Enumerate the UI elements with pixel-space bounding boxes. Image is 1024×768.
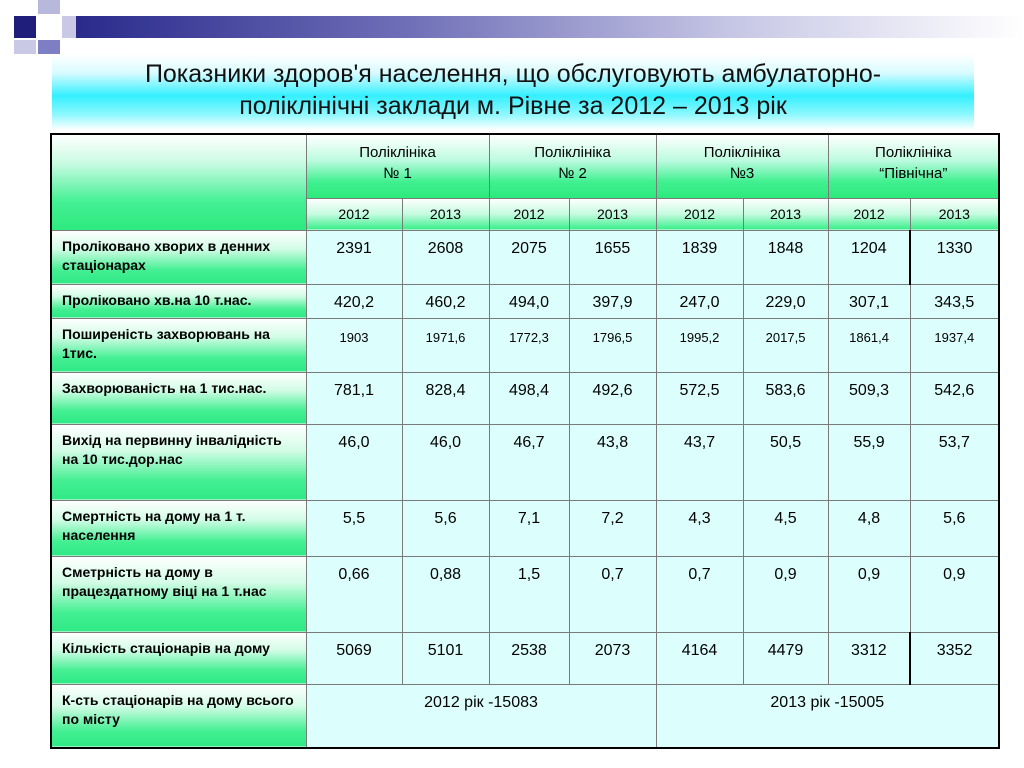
table-cell: 1861,4: [828, 318, 910, 372]
group-header: [489, 134, 656, 198]
table-cell: 43,7: [656, 424, 743, 500]
table-cell: 542,6: [910, 372, 999, 424]
header-corner: [51, 134, 306, 230]
row-label: Поширеність захворювань на 1тис.: [51, 318, 306, 372]
table-cell: 2391: [306, 230, 402, 284]
table-cell: 2075: [489, 230, 569, 284]
table-row: [51, 372, 999, 424]
table-cell: 46,0: [306, 424, 402, 500]
table-cell: 2538: [489, 632, 569, 684]
row-label: Проліковано хв.на 10 т.нас.: [51, 284, 306, 318]
table-row: [51, 424, 999, 500]
table-cell: 4,8: [828, 500, 910, 556]
table-cell: 46,0: [402, 424, 489, 500]
table-cell: 1971,6: [402, 318, 489, 372]
table-row: [51, 500, 999, 556]
group-header: [656, 134, 828, 198]
table-cell: 1204: [828, 230, 910, 284]
table-cell: 509,3: [828, 372, 910, 424]
table-cell: 5069: [306, 632, 402, 684]
top-gradient-bar: [76, 16, 1024, 38]
table-cell: 0,9: [828, 556, 910, 632]
table-cell: 397,9: [569, 284, 656, 318]
table-cell: 572,5: [656, 372, 743, 424]
table-cell: 1,5: [489, 556, 569, 632]
table-cell: 0,66: [306, 556, 402, 632]
year-header: 2012: [306, 198, 402, 230]
group-name: Поліклініка: [703, 144, 781, 161]
table-cell: 46,7: [489, 424, 569, 500]
table-cell: 55,9: [828, 424, 910, 500]
table-row: [51, 632, 999, 684]
table-cell: 1995,2: [656, 318, 743, 372]
group-header: [828, 134, 999, 198]
table-cell: 0,9: [743, 556, 828, 632]
table-row: [51, 230, 999, 284]
group-number: № 1: [383, 165, 412, 182]
table-cell: 1330: [910, 230, 999, 284]
table-cell: 2017,5: [743, 318, 828, 372]
decor-square: [14, 16, 36, 38]
table-row: [51, 284, 999, 318]
group-number: “Північна”: [879, 165, 948, 182]
table-cell: 3312: [828, 632, 910, 684]
row-label: Проліковано хворих в денних стаціонарах: [51, 230, 306, 284]
year-header: 2012: [828, 198, 910, 230]
table-cell: 1796,5: [569, 318, 656, 372]
table-cell: 583,6: [743, 372, 828, 424]
row-label: Вихід на первинну інвалідність на 10 тис.дор.нас: [51, 424, 306, 500]
table-cell: 1848: [743, 230, 828, 284]
decor-square: [38, 0, 60, 14]
year-header: 2013: [910, 198, 999, 230]
year-header: 2012: [489, 198, 569, 230]
group-header: [306, 134, 489, 198]
table-cell: 494,0: [489, 284, 569, 318]
table-cell: 0,7: [656, 556, 743, 632]
group-name: Поліклініка: [875, 144, 952, 161]
row-label: Смертність на дому на 1 т. населення: [51, 500, 306, 556]
title-line-1: Показники здоров'я населення, що обслуговують амбулаторно-: [144, 60, 882, 88]
table-cell: 229,0: [743, 284, 828, 318]
group-number: №3: [729, 165, 755, 182]
decor-square: [38, 40, 60, 54]
table-cell: 1772,3: [489, 318, 569, 372]
table-cell: 2608: [402, 230, 489, 284]
group-name: Поліклініка: [534, 144, 611, 161]
table-cell: 3352: [910, 632, 999, 684]
table-cell: 43,8: [569, 424, 656, 500]
row-label: Сметрність на дому в працездатному віці на 1 т.нас: [51, 556, 306, 632]
table-cell: 0,88: [402, 556, 489, 632]
row-label: К-сть стаціонарів на дому всього по місту: [51, 684, 306, 748]
group-name: Поліклініка: [359, 144, 436, 161]
table-cell: 420,2: [306, 284, 402, 318]
table-cell: 4479: [743, 632, 828, 684]
title-line-2: поліклінічні заклади м. Рівне за 2012 – 2013 рік: [239, 92, 787, 120]
group-number: № 2: [558, 165, 587, 182]
row-label: Захворюваність на 1 тис.нас.: [51, 372, 306, 424]
health-indicators-table: [50, 133, 1000, 749]
year-header: 2013: [743, 198, 828, 230]
total-2012-cell: 2012 рік -15083: [306, 684, 656, 748]
table-cell: 247,0: [656, 284, 743, 318]
table-cell: 7,1: [489, 500, 569, 556]
table-cell: 7,2: [569, 500, 656, 556]
table-cell: 50,5: [743, 424, 828, 500]
table-cell: 498,4: [489, 372, 569, 424]
table-cell: 4164: [656, 632, 743, 684]
table-cell: 1903: [306, 318, 402, 372]
table-cell: 5,6: [910, 500, 999, 556]
table-cell: 1937,4: [910, 318, 999, 372]
year-header: 2013: [569, 198, 656, 230]
total-2013-cell: 2013 рік -15005: [656, 684, 999, 748]
table-cell: 4,5: [743, 500, 828, 556]
table-row: [51, 318, 999, 372]
table-cell: 828,4: [402, 372, 489, 424]
table-cell: 5,6: [402, 500, 489, 556]
table-cell: 2073: [569, 632, 656, 684]
table-cell: 460,2: [402, 284, 489, 318]
year-header: 2012: [656, 198, 743, 230]
table-cell: 53,7: [910, 424, 999, 500]
table-cell: 5101: [402, 632, 489, 684]
table-cell: 492,6: [569, 372, 656, 424]
table-cell: 307,1: [828, 284, 910, 318]
total-row: [51, 684, 999, 748]
header-row-groups: [51, 134, 999, 198]
table-cell: 0,9: [910, 556, 999, 632]
decor-square: [14, 40, 36, 54]
table-cell: 5,5: [306, 500, 402, 556]
table-cell: 4,3: [656, 500, 743, 556]
decor-square: [38, 16, 60, 38]
year-header: 2013: [402, 198, 489, 230]
table-cell: 781,1: [306, 372, 402, 424]
row-label: Кількість стаціонарів на дому: [51, 632, 306, 684]
table-cell: 1839: [656, 230, 743, 284]
page-title: [52, 58, 974, 122]
table-cell: 343,5: [910, 284, 999, 318]
table-row: [51, 556, 999, 632]
table-cell: 1655: [569, 230, 656, 284]
decor-square: [62, 16, 76, 38]
table-cell: 0,7: [569, 556, 656, 632]
